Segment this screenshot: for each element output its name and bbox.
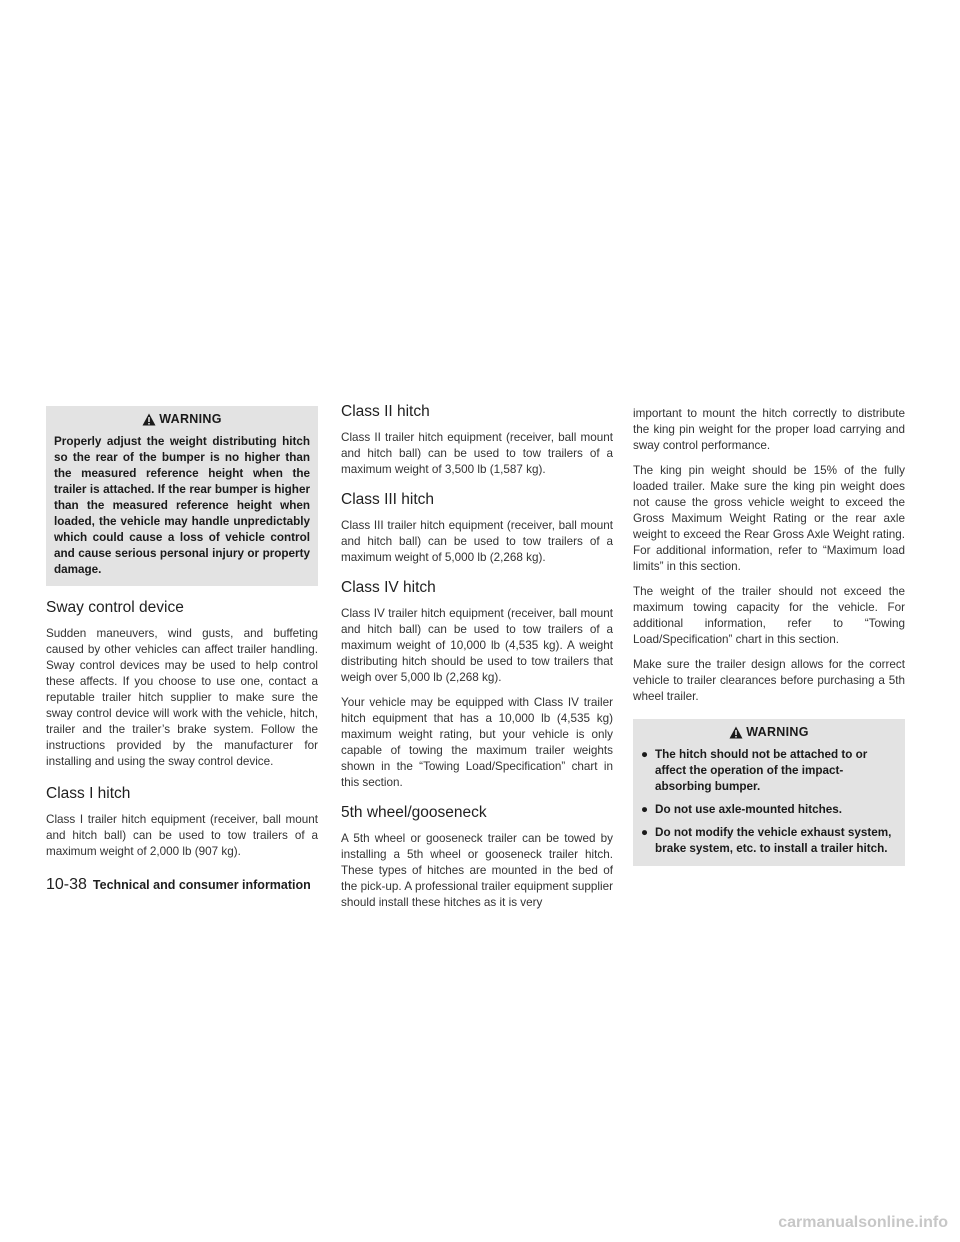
- section-title: Technical and consumer information: [92, 878, 311, 892]
- page-number: 10-38: [46, 876, 87, 893]
- column-1: [46, 406, 318, 869]
- warning-header: [641, 723, 897, 741]
- warning-header: [54, 410, 310, 428]
- list-item-text: Do not use axle-mounted hitches.: [655, 803, 843, 816]
- bullet-icon: ●: [641, 803, 649, 816]
- heading-sway-control: Sway control device: [46, 599, 184, 616]
- list-item-text: Do not modify the vehicle exhaust system, brake system, etc. to install a trailer hitch.: [655, 826, 892, 855]
- column-3: [633, 406, 905, 866]
- paragraph-5th-wheel: A 5th wheel or gooseneck trailer can be towed by installing a 5th wheel or gooseneck trailer hitch. These types of hitches are mounted in the bed of the pick-up. A professional trailer equipment supplier should install these hitches as it is very: [341, 832, 613, 909]
- paragraph-class-3: Class III trailer hitch equipment (receiver, ball mount and hitch ball) can be used to tow trailers of a maximum weight of 5,000 lb (2,268 kg).: [341, 519, 613, 564]
- paragraph-trailer-weight: The weight of the trailer should not exceed the maximum towing capacity for the vehicle. For additional information, refer to “Towing Load/Specification” chart in this section.: [633, 585, 905, 646]
- paragraph-class-1: Class I trailer hitch equipment (receiver, ball mount and hitch ball) can be used to tow trailers of a maximum weight of 2,000 lb (907 kg).: [46, 813, 318, 858]
- heading-5th-wheel: 5th wheel/gooseneck: [341, 804, 487, 821]
- paragraph-clearances: Make sure the trailer design allows for the correct vehicle to trailer clearances before purchasing a 5th wheel trailer.: [633, 658, 905, 703]
- paragraph-king-pin-weight: The king pin weight should be 15% of the fully loaded trailer. Make sure the king pin weight does not cause the gross vehicle weight to exceed the Gross Maximum Weight Rating or the rear axle weight to exceed the Rear Gross Axle Weight rating. For additional information, refer to “Maximum load limits” in this section.: [633, 464, 905, 573]
- heading-class-1: Class I hitch: [46, 785, 131, 802]
- heading-class-4: Class IV hitch: [341, 579, 436, 596]
- paragraph-sway-control: Sudden maneuvers, wind gusts, and buffeting caused by other vehicles can affect trailer handling. Sway control devices may be used to help control these affects. If you choose to use one, contact a reputable trailer hitch supplier to make sure the sway control device will work with the vehicle, hitch, trailer and the trailer’s brake system. Follow the instructions provided by the manufacturer for installing and using the sway control device.: [46, 627, 318, 768]
- warning-list: [641, 747, 897, 857]
- warning-text: Properly adjust the weight distributing hitch so the rear of the bumper is no higher than the measured reference height when the trailer is attached. If the rear bumper is higher than the measured reference height when loaded, the vehicle may handle unpredictably which could cause a loss of vehicle control and cause serious personal injury or property damage.: [54, 435, 310, 576]
- paragraph-class-4-b: Your vehicle may be equipped with Class IV trailer hitch equipment that has a 10,000 lb (4,535 kg) maximum weight rating, but your vehicle is only capable of towing the maximum trailer weights shown in the “Towing Load/Specification” chart in this section.: [341, 696, 613, 789]
- warning-title: WARNING: [746, 725, 809, 739]
- paragraph-king-pin-continued: important to mount the hitch correctly to distribute the king pin weight for the proper load carrying and sway control performance.: [633, 407, 905, 452]
- bullet-icon: ●: [641, 748, 649, 761]
- list-item: [641, 825, 897, 857]
- page-footer: [46, 876, 311, 894]
- list-item-text: The hitch should not be attached to or affect the operation of the impact-absorbing bumper.: [655, 748, 868, 793]
- paragraph-class-4-a: Class IV trailer hitch equipment (receiver, ball mount and hitch ball) can be used to tow trailers of a maximum weight of 10,000 lb (4,535 kg). A weight distributing hitch should be used to tow trailers that weigh over 5,000 lb (2,268 kg).: [341, 607, 613, 684]
- list-item: [641, 802, 897, 818]
- warning-triangle-icon: [729, 726, 743, 739]
- heading-class-3: Class III hitch: [341, 491, 435, 508]
- warning-box: [46, 406, 318, 586]
- heading-class-2: Class II hitch: [341, 403, 430, 420]
- warning-title: WARNING: [159, 412, 222, 426]
- paragraph-class-2: Class II trailer hitch equipment (receiver, ball mount and hitch ball) can be used to tow trailers of a maximum weight of 3,500 lb (1,587 kg).: [341, 431, 613, 476]
- watermark: carmanualsonline.info: [778, 1214, 948, 1231]
- warning-triangle-icon: [142, 413, 156, 426]
- warning-box-hitch: [633, 719, 905, 866]
- bullet-icon: ●: [641, 826, 649, 839]
- list-item: [641, 747, 897, 795]
- column-2: [341, 402, 613, 920]
